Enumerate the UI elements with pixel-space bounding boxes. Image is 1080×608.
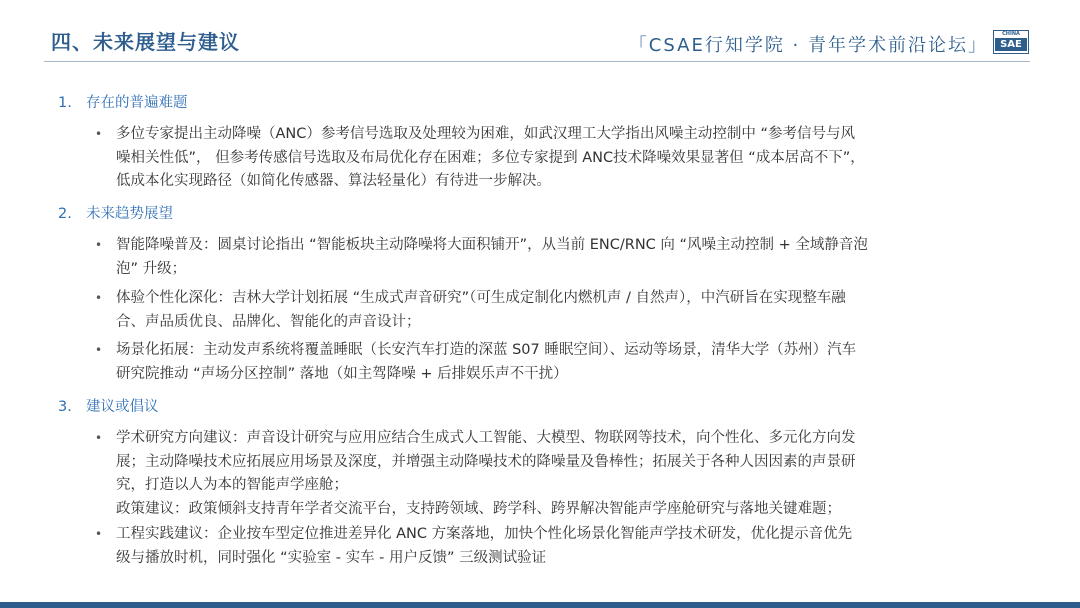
bullet-dot-icon: •: [95, 431, 103, 445]
forum-name: 「CSAE行知学院 · 青年学术前沿论坛」: [628, 35, 988, 56]
bullet-line: 智能降噪普及：圆桌讨论指出 “智能板块主动降噪将大面积铺开”，从当前 ENC/RNC 向 “风噪主动控制 + 全域静音泡: [116, 237, 868, 253]
section-number: 2.: [58, 206, 72, 222]
slide-header: [0, 0, 1080, 64]
bullet-line: 多位专家提出主动降噪（ANC）参考信号选取及处理较为困难，如武汉理工大学指出风噪主动控制中 “参考信号与风: [116, 126, 856, 142]
bullet-item: [95, 339, 1016, 386]
bullet-item: [95, 523, 1016, 570]
slide-title: 四、未来展望与建议: [51, 30, 240, 54]
bullet-line: 工程实践建议：企业按车型定位推进差异化 ANC 方案落地，加快个性化场景化智能声学技术研发，优化提示音优先: [116, 526, 853, 542]
bullet-line: 场景化拓展：主动发声系统将覆盖睡眠（长安汽车打造的深蓝 S07 睡眠空间）、运动等场景，清华大学（苏州）汽车: [116, 342, 857, 358]
bullet-line: 级与播放时机，同时强化 “实验室 - 实车 - 用户反馈” 三级测试验证: [116, 549, 547, 566]
section-title: 未来趋势展望: [86, 206, 173, 222]
bullet-line: 泡” 升级；: [116, 260, 187, 277]
section-number: 3.: [58, 399, 72, 415]
bullet-line: 展；主动降噪技术应拓展应用场景及深度，并增强主动降噪技术的降噪量及鲁棒性；拓展关于各种人因因素的声景研: [116, 453, 856, 470]
bullet-line: 合、声品质优良、品牌化、智能化的声音设计；: [116, 313, 421, 330]
bullet-line: 研究院推动 “声场分区控制” 落地（如主驾降噪 + 后排娱乐声不干扰）: [116, 365, 568, 382]
bullet-item: [95, 123, 1016, 194]
bullet-dot-icon: •: [95, 291, 103, 305]
section-heading-1: [58, 91, 188, 112]
section-title: 存在的普遍难题: [86, 95, 188, 111]
csae-logo: [993, 30, 1029, 54]
section-number: 1.: [58, 95, 72, 111]
section-title: 建议或倡议: [86, 399, 159, 415]
bullet-line: 学术研究方向建议：声音设计研究与应用应结合生成式人工智能、大模型、物联网等技术，向个性化、多元化方向发: [116, 430, 856, 446]
bullet-dot-icon: •: [95, 343, 103, 357]
section-heading-3: [58, 395, 159, 416]
bullet-line: 政策建议：政策倾斜支持青年学者交流平台，支持跨领域、跨学科、跨界解决智能声学座舱研究与落地关键难题；: [116, 500, 841, 517]
bullet-dot-icon: •: [95, 127, 103, 141]
bullet-dot-icon: •: [95, 527, 103, 541]
bullet-dot-icon: •: [95, 238, 103, 252]
logo-main-text: SAE: [995, 38, 1027, 51]
section-heading-2: [58, 202, 173, 223]
bullet-item: [95, 287, 1016, 334]
bullet-item: [95, 234, 1016, 281]
footer-bar: [0, 602, 1080, 608]
bullet-line: 噪相关性低”， 但参考传感信号选取及布局优化存在困难；多位专家提到 ANC技术降噪效果显著但 “成本居高不下”，: [116, 149, 865, 166]
bullet-item: [95, 427, 1016, 521]
bullet-line: 体验个性化深化：吉林大学计划拓展 “生成式声音研究”（可生成定制化内燃机声 / 自然声），中汽研旨在实现整车融: [116, 290, 846, 306]
bullet-line: 低成本化实现路径（如简化传感器、算法轻量化）有待进一步解决。: [116, 173, 551, 189]
logo-top-text: CHINA: [1002, 31, 1020, 37]
header-divider: [44, 61, 1030, 62]
bullet-line: 究，打造以人为本的智能声学座舱；: [116, 477, 348, 493]
